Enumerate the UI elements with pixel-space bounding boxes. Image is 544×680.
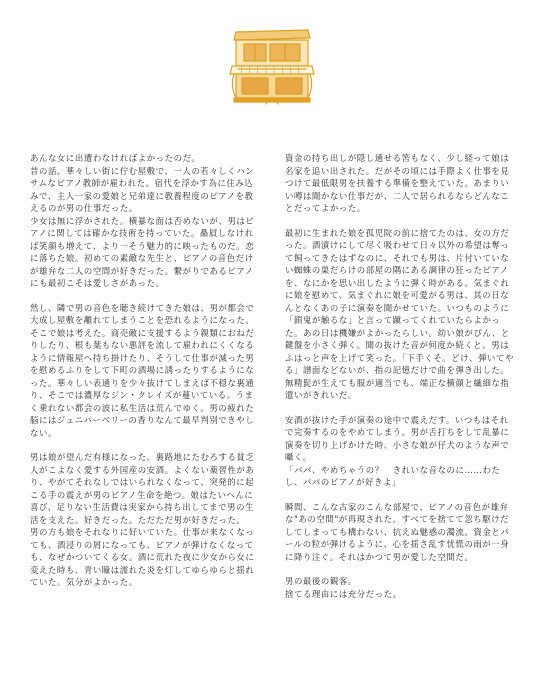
left-column	[30, 152, 260, 601]
piano-illustration	[224, 22, 320, 108]
paragraph: 男は娘が望んだ有様になった。裏路地にたむろする貧乏人がこよなく愛する外国産の安酒。よくない薬習性があり、やがてそれなしではいられなくなって、突発的に起こる手の震えが男のピアノ生命を絶つ。娘はたいへんに喜び、足りない生活費は実家から持ち出してまで男の生活を支えた。好きだった。ただただ男が好きだった。 男の方も娘をそれなりに好いていた。仕事が来なくなっても、酒浸りの屑になっても、ピアノが弾けなくなっても、なぜかついてくる女。酒に荒れた夜に少女から女に変えた時も、青い瞳は濡れた炎を灯してゆらゆらと揺れていた。気分がよかった。	[30, 452, 255, 587]
paragraph: 最初に生まれた娘を孤児院の前に捨てたのは、女の方だった。酒漬けにして尽く吸わせて日々以外の希望は奪って飼ってきたはずなのに、それでも男は、片付いていない蜘蛛の巣だらけの部屋の隅にある調律の狂ったピアノを、なにかを思い出したように弾く時がある。気まぐれに娘を慰めて、気まぐれに娘を可愛がる男は、其の日なんとなくあの子に演奏を聞かせていた。いつものように「鎖鬼が触るな」と言って蹴ってくれていたらよかった。あの日は機嫌がよかったらしい。幼い娘がぴん、と鍵盤を小さく弾く。聞の抜けた音が何度か続くと、男はふはっと声を上げて笑った。「下手くそ。どけ、弾いてやる」譜面などないが、指の記憶だけで曲を弾き出した。無精髭が生えても服が適当でも、端正な横顔と繊細な指遣いがきれいだ。	[285, 227, 514, 400]
paragraph: あんな女に出遭わなければよかったのだ。 昔の話。華々しい街に佇む屋敷で、一人の若々しくハンサムなピアノ教師が雇われた。宿代を浮かす為に住み込みで、主人一家の愛娘と兄弟達に教養程度のピアノを教えるのが男の仕事だった。 少女は無に浮かされた。横暴な面は否めないが、男はピアノに関しては確かな技術を持っていた。贔屓しなければ笑顔も増えて、より一そう魅力的に映ったものだ。恋に落ちた娘。初めての素敵な先生と、ピアノの音色だけが雄弁な二人の空間が好きだった。繋がりであるピアノにも最初こそは愛しさがあった。	[30, 153, 255, 288]
paragraph: 然し、隣で男の音色を聴き続けてきた娘は、男が都会で大成し屋敷を離れてしまうことを恐れるようになった。そこで娘は考えた。商売敵に支援するよう親類におねだりしたり、根も葉もない悪評を流して雇われにくくなるように情報屋へ持ち掛けたり、そうして仕事が減った男を慰めるふりをして下町の酒場に誘ったりするようになった。華々しい表通りを少々抜けてしまえば不穏な裏通り、そこでは濃厚なジン・クレイズが蔓いている。うまく乗れない都会の波に私生活は荒んでゆく。男の疲れた脳にはジュニパーベリーの香りなんて最早判別できやしない。	[30, 302, 255, 438]
paragraph: 瞬間、こんな古家のこんな部屋で、ピアノの音色が雄弁な"あの空間"が再現された。すべてを捨てて忽ち駆けだしてしまっても構わない、抗えぬ魅惑の濁流。資金とパールの粒が弾けるように、心を揺さ乱す忧慌の雨が一身に降り注ぐ。それはかつて男が愛した空間だ。	[285, 501, 510, 562]
paragraph: 安酒が抜けた手が演奏の途中で震えだす。いつもはそれで完奏するのをやめてしまう。男が舌打ちをして乱暴に演奏を切り上げかけた時、小さな娘が仔犬のような声で囁く。 「パパ、やめちゃうの？ きれいな音なのに……わたし、パパのピアノが好きよ」	[285, 414, 510, 487]
right-column	[285, 152, 515, 612]
paragraph: 資金の持ち出しが隠し通せる筈もなく、少し経って娘は名家を追い出された。だがその頃には手際よく仕事を見つけて最低限男を扶養する準備を整えていた。あまりいい噂は聞かない仕事だが、二人で居られるならどんなことだってよかった。	[285, 153, 510, 213]
paragraph: 男の最後の観客。 捨てる理由には充分だった。	[285, 576, 402, 599]
